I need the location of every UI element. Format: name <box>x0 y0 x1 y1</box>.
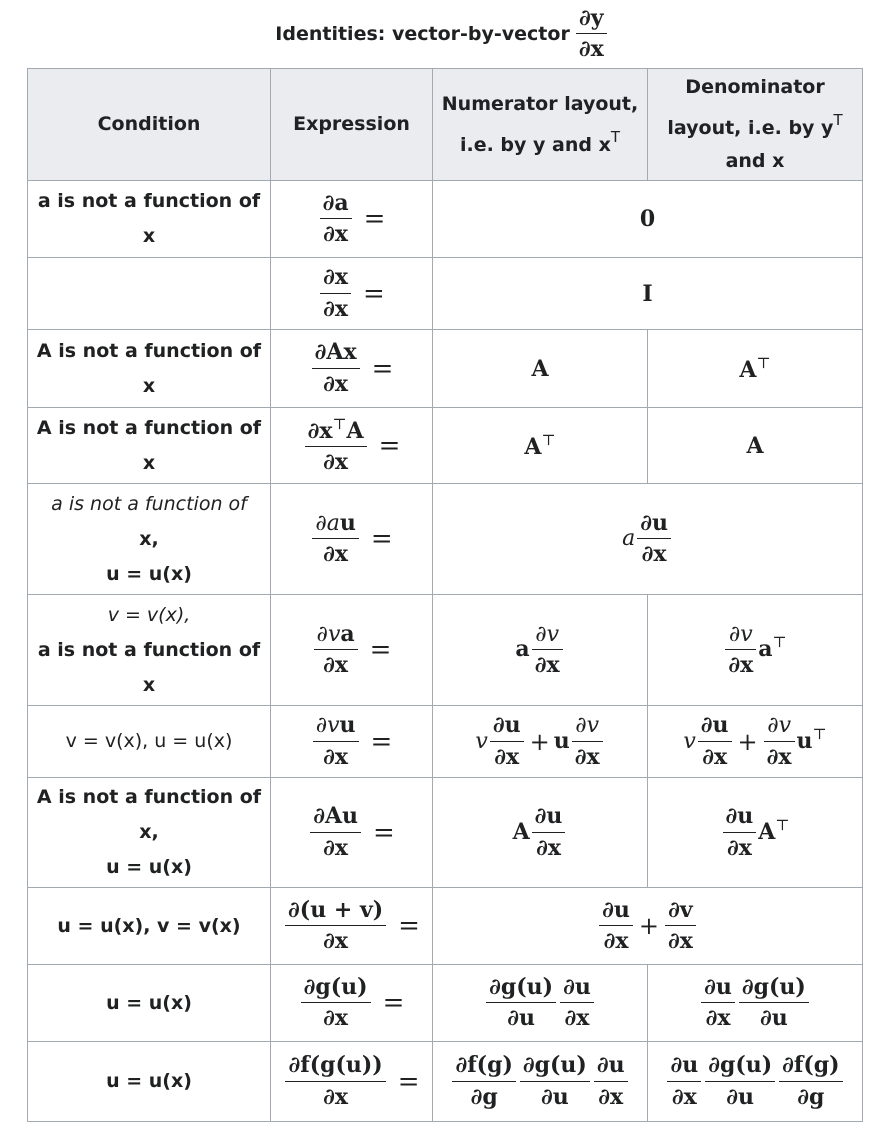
expression-cell <box>271 706 433 778</box>
condition-line: x, <box>139 821 159 843</box>
fraction-denominator: ∂x <box>536 834 561 861</box>
fraction-denominator: ∂x <box>323 652 349 678</box>
result-fraction <box>520 1054 590 1108</box>
result-cell <box>433 258 863 330</box>
fraction-numerator <box>305 414 367 447</box>
expression-math <box>311 712 393 770</box>
equals-sign: = <box>373 817 395 848</box>
fraction-numerator: ∂u <box>701 976 735 1003</box>
fraction-numerator: ∂g(u) <box>486 976 556 1003</box>
equals-sign: = <box>370 726 393 757</box>
denominator-layout-cell <box>648 778 863 888</box>
vector-symbol: a <box>515 636 530 662</box>
matrix-symbol: A <box>739 357 757 383</box>
fraction-denominator: ∂x <box>671 1083 697 1110</box>
denominator-layout-cell <box>648 408 863 484</box>
denominator-layout-cell <box>648 706 863 778</box>
numerator-part: v <box>327 621 341 647</box>
table-row <box>28 595 863 706</box>
scalar-symbol: v <box>683 728 696 754</box>
result-cell <box>433 181 863 258</box>
fraction-denominator: ∂x <box>598 1083 624 1110</box>
fraction-denominator: ∂x <box>323 743 349 770</box>
equals-sign: = <box>363 204 386 234</box>
result-cell <box>433 888 863 965</box>
equals-sign: = <box>397 1066 420 1097</box>
table-row <box>28 778 863 888</box>
fraction-numerator: ∂(u + v) <box>285 899 386 926</box>
result-fraction <box>665 896 696 954</box>
equals-sign: = <box>369 635 392 665</box>
fraction-numerator: ∂g(u) <box>520 1054 590 1081</box>
result-fraction <box>667 1054 701 1108</box>
equals-sign: = <box>382 988 405 1018</box>
fraction-numerator <box>314 620 358 650</box>
numerator-layout-cell <box>433 965 648 1042</box>
numerator-layout-cell <box>433 330 648 408</box>
condition-line: x <box>142 451 156 474</box>
result-math <box>683 712 827 770</box>
denominator-layout-cell <box>648 595 863 706</box>
fraction-denominator: ∂x <box>574 743 600 770</box>
result-fraction <box>701 973 735 1031</box>
expression-fraction <box>285 1054 385 1108</box>
table-row <box>28 330 863 408</box>
fraction-numerator <box>312 509 359 539</box>
header-numerator-layout <box>433 69 648 181</box>
numerator-layout-cell <box>433 595 648 706</box>
fraction-denominator: ∂x <box>323 1005 349 1031</box>
expression-math <box>283 896 420 954</box>
condition-line: a is not a function of <box>37 638 261 661</box>
expression-fraction <box>310 805 361 859</box>
fraction-numerator: ∂x <box>320 266 351 293</box>
result-fraction <box>723 805 757 859</box>
condition-line: v = v(x), <box>107 603 191 626</box>
caption-text: Identities: vector-by-vector <box>275 23 570 45</box>
numerator-part: ∂ <box>316 621 328 647</box>
fraction-denominator: ∂x <box>323 541 349 567</box>
denominator-layout-cell <box>648 965 863 1042</box>
fraction-denominator: ∂u <box>726 1083 755 1110</box>
result-fraction <box>560 973 594 1031</box>
fraction-numerator: ∂f(g) <box>779 1054 842 1081</box>
header-numerator-layout-text: Numerator layout, i.e. by y and x <box>441 92 639 156</box>
table-row <box>28 181 863 258</box>
result-math: A <box>531 355 549 382</box>
result-fraction <box>594 1054 628 1108</box>
fraction-denominator: ∂x <box>564 1005 590 1031</box>
expression-math <box>318 189 386 247</box>
condition-line: x <box>142 374 156 397</box>
numerator-layout-cell <box>433 408 648 484</box>
condition-cell <box>28 1042 271 1122</box>
expression-cell <box>271 965 433 1042</box>
equals-sign: = <box>378 430 401 461</box>
result-fraction <box>490 714 524 768</box>
fraction-numerator: ∂u <box>532 805 566 832</box>
transpose-sup: ⊤ <box>812 724 827 743</box>
fraction-numerator: ∂u <box>560 976 594 1003</box>
condition-cell <box>28 706 271 778</box>
fraction-numerator: ∂u <box>723 805 757 832</box>
fraction-denominator: ∂x <box>323 221 349 247</box>
fraction-numerator: ∂f(g(u)) <box>285 1054 385 1081</box>
numerator-part: u <box>339 712 356 739</box>
table-row <box>28 888 863 965</box>
plus-sign: + <box>529 727 550 756</box>
expression-math <box>283 1052 420 1110</box>
caption-fraction <box>576 4 607 62</box>
expression-cell <box>271 595 433 706</box>
vector-symbol: u <box>553 727 570 754</box>
table-row <box>28 408 863 484</box>
condition-line: v = v(x), u = u(x) <box>65 730 233 752</box>
condition-line: a is not a function of <box>37 190 261 212</box>
fraction-numerator: ∂u <box>599 899 633 926</box>
fraction-denominator: ∂x <box>323 370 349 397</box>
expression-math <box>310 339 394 397</box>
expression-cell <box>271 181 433 258</box>
result-math <box>515 621 564 678</box>
expression-math <box>318 264 385 322</box>
result-fraction <box>572 714 603 768</box>
condition-cell <box>28 258 271 330</box>
expression-math <box>303 414 401 475</box>
fraction-denominator: ∂x <box>323 295 349 322</box>
condition-line: x <box>142 673 156 696</box>
result-fraction <box>764 714 795 768</box>
expression-fraction <box>320 266 351 320</box>
header-numerator-layout-sup: T <box>610 127 621 146</box>
matrix-symbol: A <box>758 818 776 845</box>
table-row <box>28 1042 863 1122</box>
result-cell <box>433 484 863 595</box>
numerator-part: u <box>339 509 356 536</box>
numerator-part: a <box>340 620 355 647</box>
condition-cell <box>28 965 271 1042</box>
vector-symbol: u <box>796 727 813 754</box>
fraction-numerator: ∂v <box>764 714 795 741</box>
condition-line: A is not a function of <box>36 786 262 808</box>
condition-line: A is not a function of <box>36 339 262 362</box>
fraction-denominator: ∂u <box>759 1005 788 1031</box>
header-row <box>28 69 863 181</box>
expression-fraction <box>285 896 386 954</box>
result-math <box>475 712 604 770</box>
fraction-denominator: ∂g <box>470 1083 498 1110</box>
transpose-sup: ⊤ <box>772 633 787 651</box>
scalar-symbol: v <box>475 728 488 754</box>
condition-line: A is not a function of <box>36 416 262 439</box>
result-fraction <box>705 1054 775 1108</box>
matrix-symbol: A <box>512 818 530 845</box>
numerator-part: ∂x <box>307 417 333 444</box>
expression-fraction <box>305 414 367 475</box>
fraction-numerator: ∂u <box>594 1054 628 1081</box>
header-denominator-layout <box>648 69 863 181</box>
result-math <box>450 1052 629 1110</box>
equals-sign: = <box>371 353 394 384</box>
numerator-layout-cell <box>433 706 648 778</box>
fraction-denominator: ∂x <box>534 652 560 678</box>
result-math <box>524 431 556 460</box>
result-zero: 0 <box>639 206 656 232</box>
numerator-part: ∂ <box>315 510 327 536</box>
numerator-part: ∂ <box>315 713 328 739</box>
fraction-numerator: ∂Au <box>310 805 361 832</box>
expression-fraction <box>314 620 358 678</box>
condition-cell <box>28 181 271 258</box>
result-fraction <box>779 1054 842 1108</box>
expression-fraction <box>313 714 359 768</box>
caption-fraction-denominator: ∂x <box>578 36 604 62</box>
result-math <box>699 973 811 1031</box>
result-math <box>723 621 787 678</box>
expression-fraction <box>320 189 352 247</box>
fraction-denominator: ∂u <box>540 1083 569 1110</box>
fraction-numerator: ∂u <box>667 1054 701 1081</box>
expression-fraction <box>301 973 371 1031</box>
transpose-sup: ⊤ <box>541 431 556 449</box>
expression-cell <box>271 408 433 484</box>
fraction-numerator: ∂f(g) <box>452 1054 515 1081</box>
fraction-numerator: ∂v <box>725 623 756 650</box>
condition-line: x, <box>139 527 159 550</box>
table-row <box>28 258 863 330</box>
result-math <box>665 1052 844 1110</box>
fraction-denominator: ∂x <box>323 834 349 861</box>
header-denominator-layout-text: Denominator layout, i.e. by y <box>667 76 834 139</box>
condition-cell <box>28 778 271 888</box>
fraction-denominator: ∂g <box>797 1083 825 1110</box>
condition-line: u = u(x) <box>106 856 192 878</box>
header-condition: Condition <box>28 69 271 181</box>
numerator-layout-cell <box>433 1042 648 1122</box>
fraction-numerator: ∂a <box>320 192 352 219</box>
condition-line: u = u(x) <box>106 562 192 585</box>
fraction-denominator: ∂x <box>323 1083 349 1110</box>
result-fraction <box>532 805 566 859</box>
fraction-numerator: ∂Ax <box>312 341 360 368</box>
expression-math <box>308 803 395 861</box>
condition-cell <box>28 408 271 484</box>
result-fraction <box>637 509 671 567</box>
fraction-denominator: ∂u <box>507 1005 535 1031</box>
fraction-denominator: ∂x <box>728 652 754 678</box>
fraction-denominator: ∂x <box>323 449 349 475</box>
expression-cell <box>271 330 433 408</box>
equals-sign: = <box>370 524 393 554</box>
condition-line: u = u(x) <box>106 991 192 1014</box>
expression-cell <box>271 258 433 330</box>
condition-line: u = u(x), v = v(x) <box>57 914 241 937</box>
result-math <box>597 896 698 954</box>
fraction-denominator: ∂x <box>705 1005 731 1031</box>
condition-line: x <box>142 225 156 247</box>
identities-table <box>27 68 863 1122</box>
header-denominator-layout-sup: T <box>833 111 843 129</box>
result-math <box>484 973 596 1031</box>
plus-sign: + <box>638 912 659 940</box>
table-caption <box>0 2 884 66</box>
fraction-numerator: ∂g(u) <box>301 976 371 1003</box>
expression-fraction <box>312 341 360 395</box>
result-identity: I <box>642 280 653 307</box>
result-fraction <box>599 896 633 954</box>
fraction-numerator: ∂v <box>532 623 563 650</box>
transpose-sup: ⊤ <box>756 354 771 372</box>
condition-cell <box>28 330 271 408</box>
numerator-part: v <box>327 713 340 739</box>
fraction-numerator: ∂u <box>637 512 671 539</box>
fraction-numerator: ∂u <box>698 714 732 741</box>
fraction-denominator: ∂x <box>667 928 693 954</box>
result-fraction <box>486 973 556 1031</box>
fraction-denominator: ∂x <box>766 743 792 770</box>
expression-math <box>312 620 392 678</box>
expression-cell <box>271 1042 433 1122</box>
equals-sign: = <box>363 278 385 309</box>
result-math <box>622 509 673 567</box>
table-row <box>28 484 863 595</box>
table-row <box>28 706 863 778</box>
condition-cell <box>28 484 271 595</box>
expression-cell <box>271 888 433 965</box>
fraction-denominator: ∂x <box>603 928 629 954</box>
numerator-layout-cell <box>433 778 648 888</box>
transpose-sup: ⊤ <box>332 414 347 433</box>
result-math <box>512 803 568 861</box>
numerator-part: a <box>326 510 340 536</box>
matrix-symbol: A <box>524 434 542 460</box>
fraction-denominator: ∂x <box>702 743 728 770</box>
scalar-symbol: a <box>622 526 636 551</box>
result-math: A <box>746 432 764 459</box>
expression-fraction <box>312 509 359 567</box>
equals-sign: = <box>398 911 420 941</box>
vector-symbol: a <box>758 636 773 662</box>
table-row <box>28 965 863 1042</box>
result-math <box>721 803 790 861</box>
fraction-numerator: ∂v <box>665 899 696 926</box>
condition-line: u = u(x) <box>106 1070 192 1092</box>
result-fraction <box>698 714 732 768</box>
fraction-numerator: ∂u <box>490 714 524 741</box>
result-math <box>739 354 771 383</box>
condition-cell <box>28 888 271 965</box>
denominator-layout-cell <box>648 330 863 408</box>
result-fraction <box>739 973 809 1031</box>
numerator-part: A <box>346 417 364 444</box>
transpose-sup: ⊤ <box>775 815 790 834</box>
expression-math <box>310 509 393 567</box>
fraction-numerator <box>313 714 359 741</box>
fraction-numerator: ∂g(u) <box>705 1054 775 1081</box>
result-fraction <box>452 1054 515 1108</box>
caption-fraction-numerator: ∂y <box>576 7 607 34</box>
fraction-denominator: ∂x <box>323 928 349 954</box>
fraction-denominator: ∂x <box>726 834 752 861</box>
fraction-numerator: ∂v <box>572 714 603 741</box>
denominator-layout-cell <box>648 1042 863 1122</box>
plus-sign: + <box>737 727 758 756</box>
header-denominator-layout-tail: and x <box>725 150 785 172</box>
result-fraction <box>725 623 756 677</box>
expression-cell <box>271 778 433 888</box>
condition-line: a is not a function of <box>51 492 247 515</box>
result-fraction <box>532 623 563 677</box>
header-expression: Expression <box>271 69 433 181</box>
expression-cell <box>271 484 433 595</box>
fraction-numerator: ∂g(u) <box>739 976 809 1003</box>
fraction-denominator: ∂x <box>494 743 520 770</box>
fraction-denominator: ∂x <box>641 541 667 567</box>
expression-math <box>299 973 405 1031</box>
condition-cell <box>28 595 271 706</box>
